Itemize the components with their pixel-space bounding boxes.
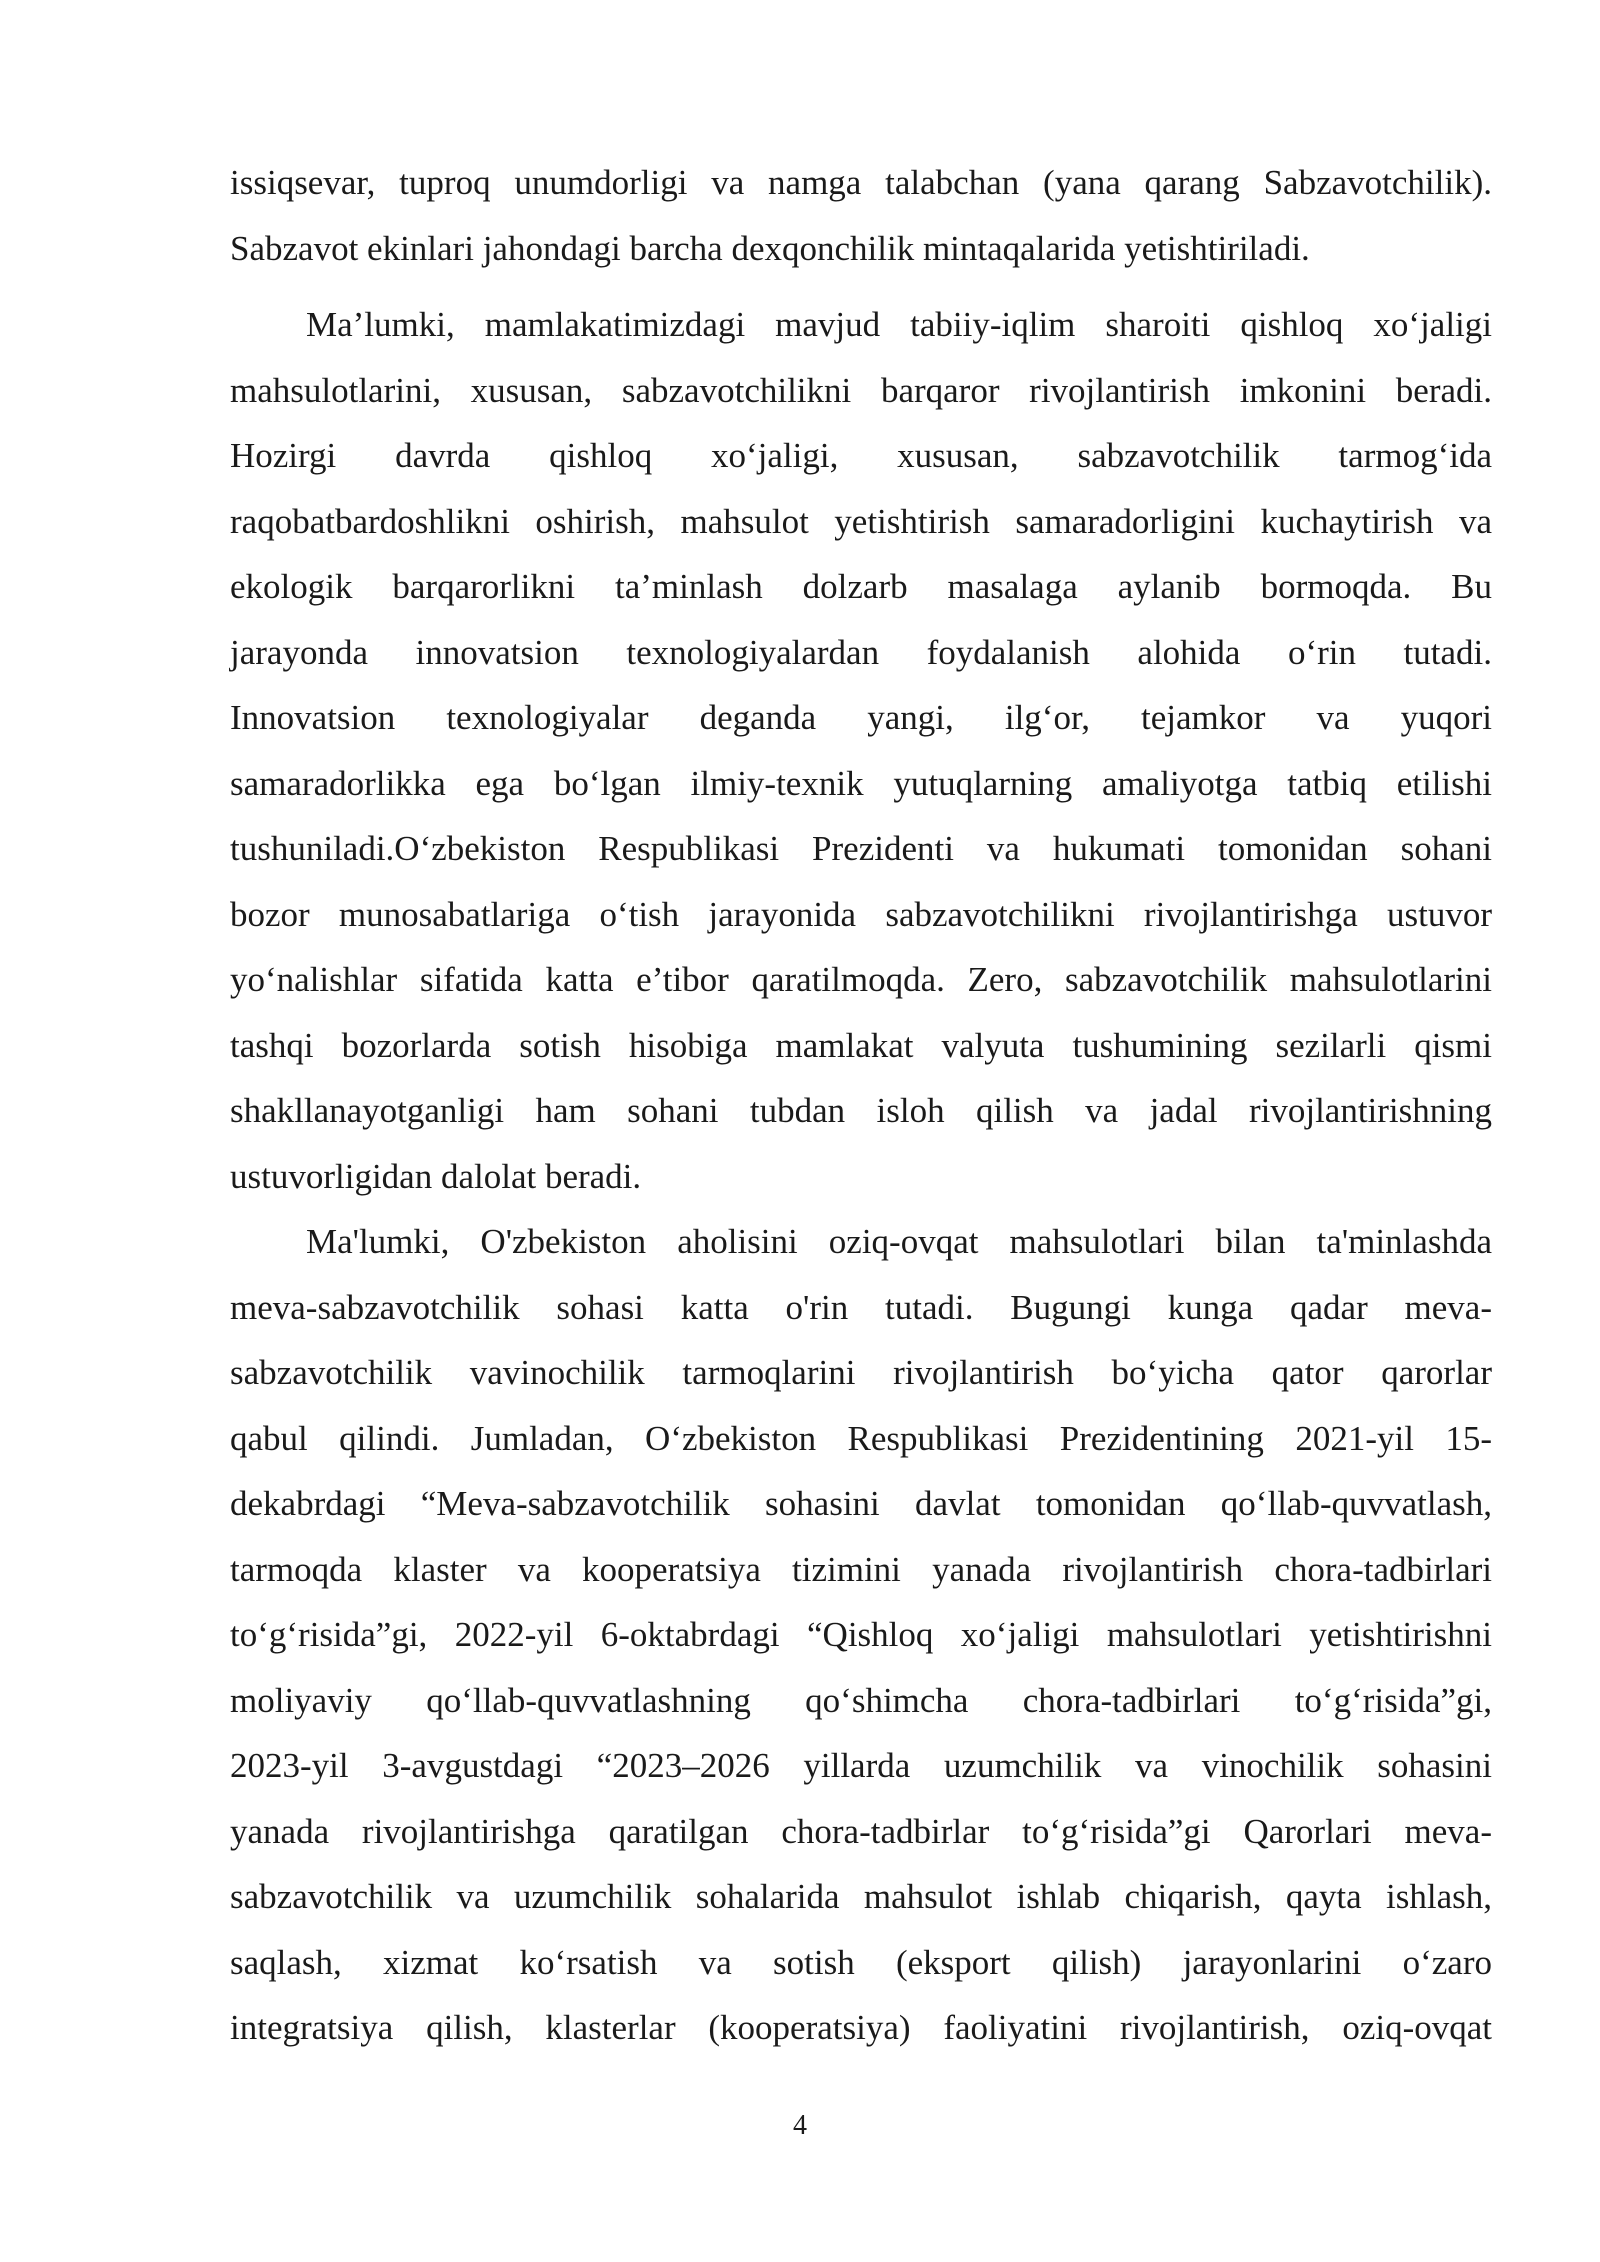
paragraph-spacer xyxy=(230,281,1492,292)
text-line: qabul qilindi. Jumladan, O‘zbekiston Respublikasi Prezidentining 2021-yil 15- xyxy=(230,1418,1492,1458)
text-line: ustuvorligidan dalolat beradi. xyxy=(230,1156,642,1196)
text-line: saqlash, xizmat ko‘rsatish va sotish (eksport qilish) jarayonlarini o‘zaro xyxy=(230,1942,1492,1982)
text-line: Innovatsion texnologiyalar deganda yangi, ilg‘or, tejamkor va yuqori xyxy=(230,698,1492,737)
text-line: sabzavotchilik va uzumchilik sohalarida mahsulot ishlab chiqarish, qayta ishlash, xyxy=(230,1877,1492,1916)
text-line: sabzavotchilik vavinochilik tarmoqlarini rivojlantirish bo‘yicha qator qarorlar xyxy=(230,1353,1492,1392)
text-line: moliyaviy qo‘llab-quvvatlashning qo‘shimcha chora-tadbirlari to‘g‘risida”gi, xyxy=(230,1680,1492,1720)
text-line: 2023-yil 3-avgustdagi “2023–2026 yillarda uzumchilik va vinochilik sohasini xyxy=(230,1746,1492,1785)
text-line: Sabzavot ekinlari jahondagi barcha dexqonchilik mintaqalarida yetishtiriladi. xyxy=(230,228,1310,268)
text-line: yo‘nalishlar sifatida katta e’tibor qaratilmoqda. Zero, sabzavotchilik mahsulotlarini xyxy=(230,960,1492,999)
document-page xyxy=(230,150,1492,2061)
text-line: Ma’lumki, mamlakatimizdagi mavjud tabiiy-iqlim sharoiti qishloq xo‘jaligi xyxy=(306,305,1492,344)
text-line: dekabrdagi “Meva-sabzavotchilik sohasini davlat tomonidan qo‘llab-quvvatlash, xyxy=(230,1484,1492,1523)
text-line: bozor munosabatlariga o‘tish jarayonida sabzavotchilikni rivojlantirishga ustuvor xyxy=(230,894,1492,934)
text-line: raqobatbardoshlikni oshirish, mahsulot yetishtirish samaradorligini kuchaytirish va xyxy=(230,501,1492,541)
page-number: 4 xyxy=(793,2110,807,2141)
text-line: Ma'lumki, O'zbekiston aholisini oziq-ovqat mahsulotlari bilan ta'minlashda xyxy=(306,1222,1492,1261)
text-line: integratsiya qilish, klasterlar (kooperatsiya) faoliyatini rivojlantirish, oziq-ovqat xyxy=(230,2008,1492,2047)
text-line: meva-sabzavotchilik sohasi katta o'rin tutadi. Bugungi kunga qadar meva- xyxy=(230,1287,1492,1327)
text-line: jarayonda innovatsion texnologiyalardan foydalanish alohida o‘rin tutadi. xyxy=(230,632,1492,672)
text-line: Hozirgi davrda qishloq xo‘jaligi, xususan, sabzavotchilik tarmog‘ida xyxy=(230,436,1492,475)
text-line: ekologik barqarorlikni ta’minlash dolzarb masalaga aylanib bormoqda. Bu xyxy=(230,567,1492,606)
paragraph-1 xyxy=(230,150,1492,281)
text-line: mahsulotlarini, xususan, sabzavotchilikni barqaror rivojlantirish imkonini beradi. xyxy=(230,370,1492,410)
text-line: tarmoqda klaster va kooperatsiya tizimini yanada rivojlantirish chora-tadbirlari xyxy=(230,1549,1492,1589)
text-line: issiqsevar, tuproq unumdorligi va namga talabchan (yana qarang Sabzavotchilik). xyxy=(230,163,1492,202)
text-line: yanada rivojlantirishga qaratilgan chora-tadbirlar to‘g‘risida”gi Qarorlari meva- xyxy=(230,1811,1492,1851)
text-line: tashqi bozorlarda sotish hisobiga mamlakat valyuta tushumining sezilarli qismi xyxy=(230,1025,1492,1065)
paragraph-2 xyxy=(230,292,1492,1209)
text-line: tushuniladi.O‘zbekiston Respublikasi Prezidenti va hukumati tomonidan sohani xyxy=(230,829,1492,868)
text-line: shakllanayotganligi ham sohani tubdan isloh qilish va jadal rivojlantirishning xyxy=(230,1091,1492,1130)
paragraph-3 xyxy=(230,1209,1492,2061)
text-line: samaradorlikka ega bo‘lgan ilmiy-texnik yutuqlarning amaliyotga tatbiq etilishi xyxy=(230,763,1492,803)
text-line: to‘g‘risida”gi, 2022-yil 6-oktabrdagi “Qishloq xo‘jaligi mahsulotlari yetishtirishni xyxy=(230,1615,1492,1654)
